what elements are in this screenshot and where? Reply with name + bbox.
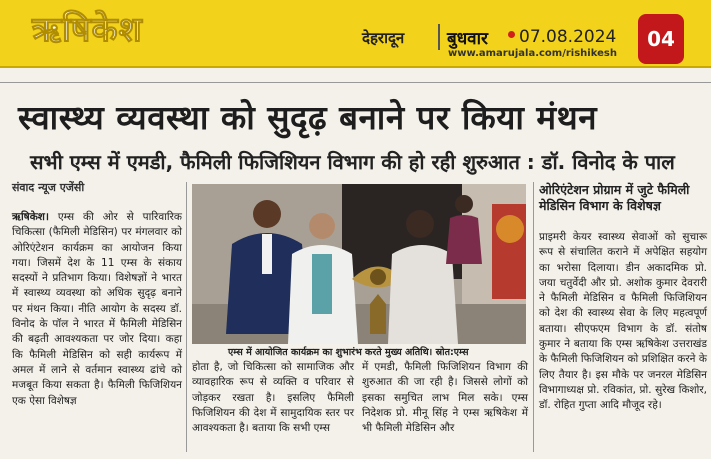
article-subheadline: सभी एम्स में एमडी, फैमिली फिजिशियन विभाग की हो रही शुरुआत : डॉ. विनोद के पाल — [30, 150, 675, 174]
side-headline: ओरिएंटेशन प्रोग्राम में जुटे फैमिली मेडिसिन विभाग के विशेषज्ञ — [539, 182, 690, 213]
article-column-1-text: एम्स की ओर से पारिवारिक चिकित्सा (फैमिली मेडिसिन) पर मंगलवार को ओरिएंटेशन कार्यक्रम का आयोजन किया गया। जिसमें देश के 11 एम्स के संकाय सदस्यों ने प्रतिभाग किया। विशेषज्ञों ने भारत में स्वास्थ्य व्यवस्था को अधिक सुदृढ़ बनाने पर मंथन किया। नीति आयोग के सदस्य डॉ. विनोद के पॉल ने भारत में फैमिली मेडिसिन की बढ़ती आवश्यकता पर जोर दिया। कहा कि फैमिली मेडिसिन को सही कार्यरूप में अमल में लाने से वर्तमान स्वास्थ्य ढांचे को मजबूत किया सकता है। फैमिली फिजिशियन एक ऐसा विशेषज्ञ — [12, 211, 182, 407]
article-column-2: होता है, जो चिकित्सा को सामाजिक और व्यावहारिक रूप से व्यक्ति व परिवार से जोड़कर रखता है। इसलिए फैमिली फिजिशियन की देश में सामुदायिक स्तर पर आवश्यकता है। बताया कि सभी एम्स — [192, 361, 354, 435]
event-photo — [192, 184, 526, 344]
page-number-badge: 04 — [638, 14, 684, 64]
masthead — [0, 0, 711, 68]
article-column-1 — [12, 210, 182, 409]
edition-date: 07.08.2024 — [519, 27, 617, 47]
photo-caption: एम्स में आयोजित कार्यक्रम का शुभारंभ करते मुख्य अतिथि। स्रोत:एम्स — [228, 347, 469, 358]
top-rule — [0, 82, 711, 83]
column-rule-2 — [533, 182, 534, 452]
masthead-title: ऋषिकेश — [32, 10, 143, 50]
bullet-dot-icon — [508, 31, 515, 38]
article-headline: स्वास्थ्य व्यवस्था को सुदृढ़ बनाने पर किया मंथन — [18, 98, 598, 137]
article-byline: संवाद न्यूज एजेंसी — [12, 181, 85, 194]
masthead-divider — [438, 24, 440, 50]
event-photo-illustration — [192, 184, 526, 344]
article-column-3: में एमडी, फैमिली फिजिशियन विभाग की शुरुआत की जा रही है। जिससे लोगों को इसका समुचित लाभ मिल सके। एम्स निदेशक प्रो. मीनू सिंह ने एम्स ऋषिकेश में भी फैमिली मेडिसिन और — [362, 361, 528, 435]
edition-url: www.amarujala.com/rishikesh — [448, 48, 617, 59]
edition-city: देहरादून — [362, 29, 405, 47]
article-dateline: ऋषिकेश। — [12, 211, 49, 223]
article-column-4: प्राइमरी केयर स्वास्थ्य सेवाओं को सुचारू रूप से संचालित कराने में अपेक्षित सहयोग का भरोसा दिलाया। डीन अकादमिक प्रो. जया चतुर्वेदी और प्रो. अशोक कुमार देवरारी ने फैमिली मेडिसिन व फैमिली फिजिशियन को देश की स्वास्थ्य सेवा के लिए महत्वपूर्ण बताया। सीएफएम विभाग के डॉ. संतोष कुमार ने बताया कि एम्स ऋषिकेश उत्तराखंड के फैमिली फिजिशियन को प्रशिक्षित करने के लिए तैयार है। इस मौके पर जनरल मेडिसिन विभागाध्यक्ष प्रो. रविकांत, प्रो. सुरेख किशोर, डॉ. रोहित गुप्ता आदि मौजूद रहे। — [539, 231, 707, 412]
column-rule-1 — [186, 182, 187, 452]
edition-day: बुधवार — [447, 29, 488, 49]
